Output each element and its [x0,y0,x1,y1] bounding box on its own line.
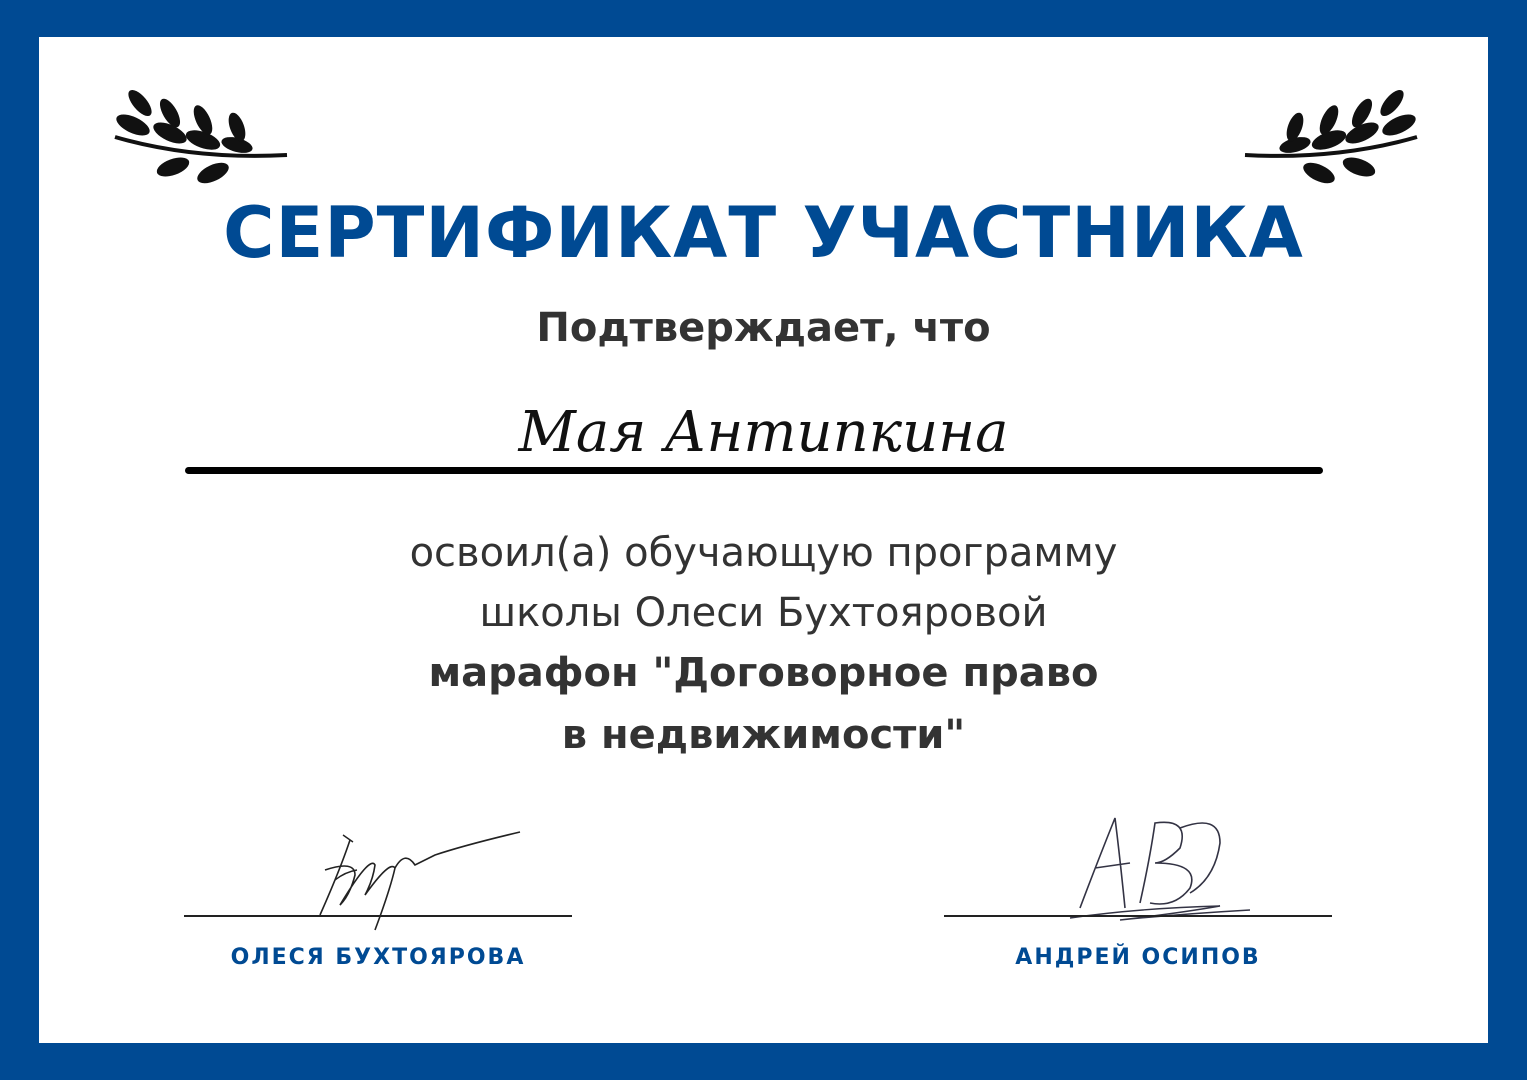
confirms-text: Подтверждает, что [536,305,991,351]
recipient-name: Мая Антипкина [518,400,1009,465]
recipient-underline [185,467,1323,474]
signature-image [295,820,530,935]
signature-image [1060,808,1260,928]
certificate-title: СЕРТИФИКАТ УЧАСТНИКА [223,192,1304,274]
signature-line [184,915,572,917]
body-text-line: освоил(а) обучающую программу [409,530,1118,576]
program-title-line: в недвижимости" [561,712,966,758]
signature-line [944,915,1332,917]
body-text-line: школы Олеси Бухтояровой [479,590,1048,636]
laurel-branch-icon [105,85,295,195]
program-title-line: марафон "Договорное право [428,650,1099,696]
signer-name: АНДРЕЙ ОСИПОВ [1015,945,1261,970]
signer-name: ОЛЕСЯ БУХТОЯРОВА [230,945,526,970]
laurel-branch-icon [1237,85,1427,195]
